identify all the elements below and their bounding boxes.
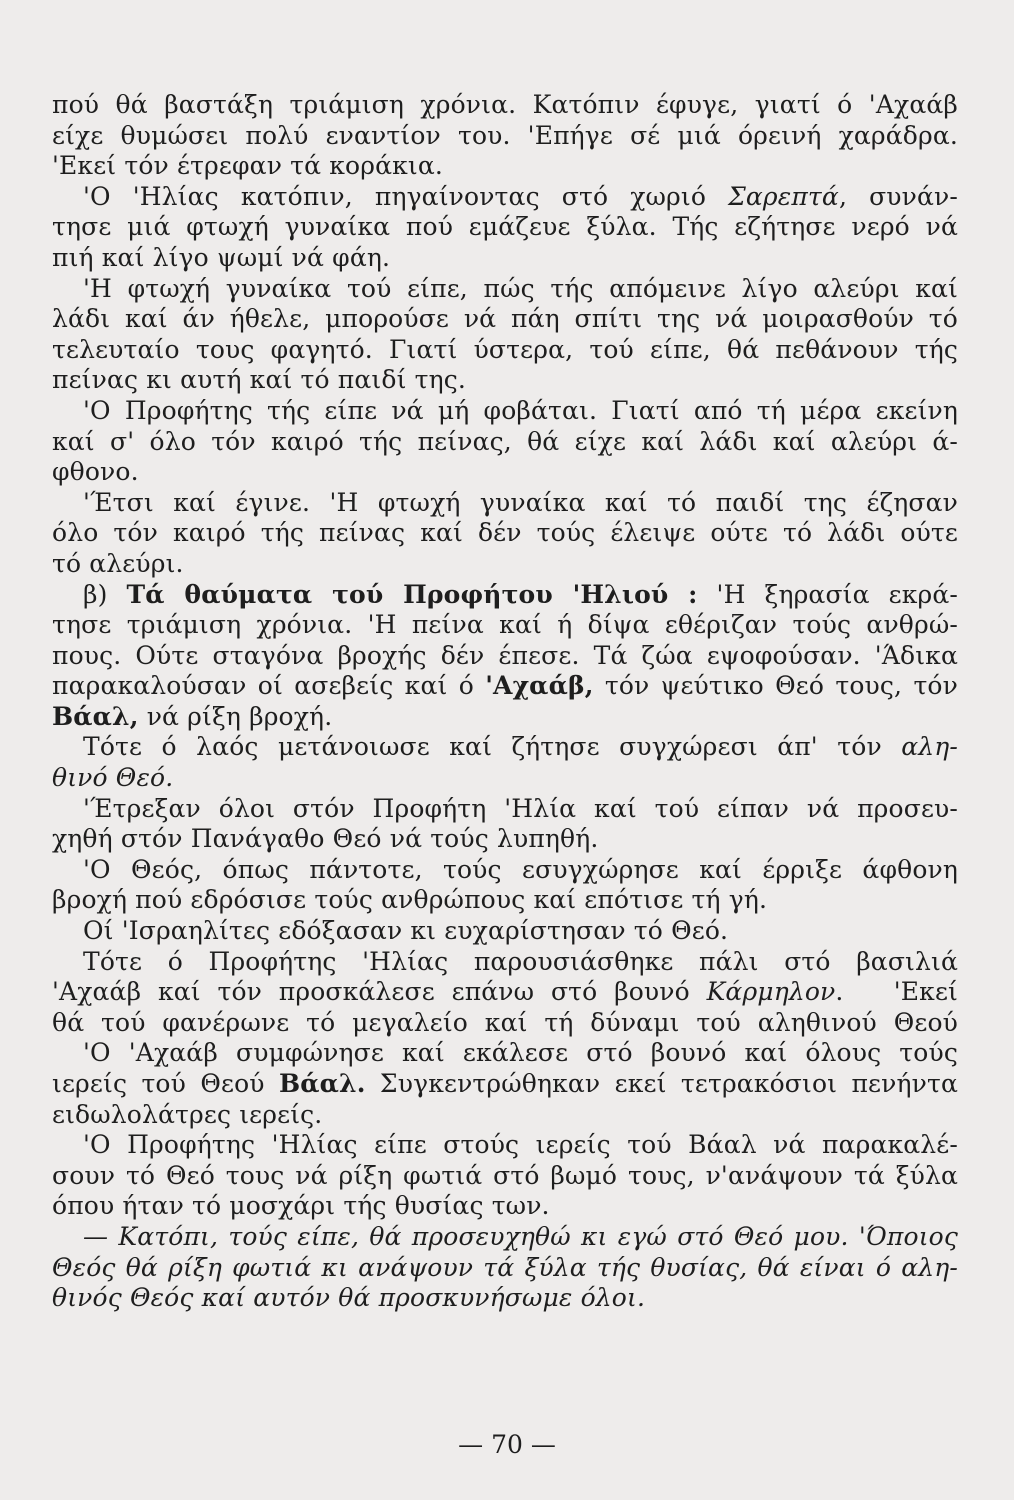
italic-text: — Κατόπι, τούς είπε, θά προσευχηθώ κι εγώ στό Θεό μου. 'Όποιος [83, 1221, 958, 1251]
text-run: νά ρίξη βροχή. [138, 701, 333, 731]
text-run: πού θά βαστάξη τριάμιση χρόνια. Κατόπιν έφυγε, γιατί ό 'Αχαάβ [52, 90, 958, 119]
text-run: καί σ' όλο τόν καιρό τής πείνας, θά είχε καί λάδι καί αλεύρι ά- [52, 426, 958, 456]
text-line [52, 671, 958, 702]
text-line [52, 885, 958, 916]
text-line [52, 274, 958, 305]
text-line [52, 304, 958, 335]
text-run: β) [83, 579, 127, 609]
text-line [52, 916, 958, 947]
text-line [52, 763, 958, 794]
text-line [52, 610, 958, 641]
text-line [52, 1222, 958, 1253]
text-line [52, 182, 958, 213]
text-line [52, 396, 958, 427]
text-line [52, 580, 958, 611]
text-run: 'Ο Προφήτης 'Ηλίας είπε στούς ιερείς τού Βάαλ νά παρακαλέ- [83, 1130, 958, 1160]
bold-text: 'Αχαάβ, [485, 671, 594, 701]
italic-text: αλη- [901, 732, 958, 762]
bold-text: Τά θαύματα τού Προφήτου 'Ηλιού : [126, 579, 698, 609]
italic-text: Κάρμηλον [706, 977, 836, 1007]
text-line [52, 1100, 958, 1131]
text-line [52, 212, 958, 243]
text-run: 'Έτσι καί έγινε. 'Η φτωχή γυναίκα καί τό παιδί της έζησαν [83, 487, 958, 517]
text-line [52, 855, 958, 886]
text-run: όπου ήταν τό μοσχάρι τής θυσίας των. [52, 1191, 550, 1221]
italic-text: θινό Θεό. [52, 763, 174, 793]
text-run: 'Ο 'Αχαάβ συμφώνησε καί εκάλεσε στό βουνό καί όλους τούς [83, 1038, 958, 1068]
text-run: τησε τριάμιση χρόνια. 'Η πείνα καί ή δίψα εθέριζαν τούς ανθρώ- [52, 610, 958, 640]
text-line [52, 1130, 958, 1161]
text-line [52, 977, 958, 1008]
text-line [52, 335, 958, 366]
text-run: 'Εκεί τόν έτρεφαν τά κοράκια. [52, 151, 443, 181]
text-line [52, 549, 958, 580]
italic-text: θινός Θεός καί αυτόν θά προσκυνήσωμε όλοι. [52, 1283, 646, 1313]
text-run: 'Αχαάβ καί τόν προσκάλεσε επάνω στό βουνό [52, 977, 707, 1007]
text-run: 'Ο 'Ηλίας κατόπιν, πηγαίνοντας στό χωριό [83, 181, 729, 211]
text-line [52, 641, 958, 672]
bold-text: Βάαλ. [278, 1069, 366, 1098]
text-run: βροχή πού εδρόσισε τούς ανθρώπους καί επότισε τή γή. [52, 885, 768, 915]
text-line [52, 947, 958, 978]
text-run: 'Έτρεξαν όλοι στόν Προφήτη 'Ηλία καί τού είπαν νά προσευ- [83, 793, 958, 823]
text-line [52, 1069, 958, 1100]
text-run: . 'Εκεί [835, 977, 959, 1007]
text-line [52, 1038, 958, 1069]
text-run: Συγκεντρώθηκαν εκεί τετρακόσιοι πενήντα [365, 1069, 958, 1098]
page-number: — 70 — [458, 1430, 556, 1459]
italic-text: Θεός θά ρίξη φωτιά κι ανάψουν τά ξύλα τής θυσίας, θά είναι ό αλη- [52, 1252, 958, 1282]
text-run: θά τού φανέρωνε τό μεγαλείο καί τή δύναμι τού αληθινού Θεού [52, 1007, 958, 1037]
text-run: Τότε ό Προφήτης 'Ηλίας παρουσιάσθηκε πάλι στό βασιλιά [83, 946, 958, 976]
text-run: τό αλεύρι. [52, 548, 184, 578]
text-line [52, 365, 958, 396]
text-line [52, 1283, 958, 1314]
text-line [52, 121, 958, 152]
text-run: λάδι καί άν ήθελε, μπορούσε νά πάη σπίτι της νά μοιρασθούν τό [52, 304, 958, 334]
text-line [52, 732, 958, 763]
bold-text: Βάαλ, [52, 701, 139, 731]
text-run: 'Ο Θεός, όπως πάντοτε, τούς εσυγχώρησε καί έρριξε άφθονη [83, 854, 958, 884]
text-run: τόν ψεύτικο Θεό τους, τόν [593, 671, 958, 701]
text-run: είχε θυμώσει πολύ εναντίον του. 'Επήγε σέ μιά όρεινή χαράδρα. [52, 120, 958, 150]
text-run: πους. Ούτε σταγόνα βροχής δέν έπεσε. Τά ζώα εψοφούσαν. 'Άδικα [52, 640, 958, 670]
book-page-text [52, 90, 958, 1314]
text-line [52, 1253, 958, 1284]
text-run: Τότε ό λαός μετάνοιωσε καί ζήτησε συγχώρεσι άπ' τόν [83, 732, 902, 762]
text-run: φθονο. [52, 457, 139, 487]
text-run: , συνάν- [838, 181, 958, 211]
italic-text: Σαρεπτά [728, 181, 839, 211]
text-line [52, 702, 958, 733]
text-run: 'Η φτωχή γυναίκα τού είπε, πώς τής απόμεινε λίγο αλεύρι καί [83, 273, 958, 303]
text-line [52, 794, 958, 825]
text-line [52, 1191, 958, 1222]
text-line [52, 518, 958, 549]
text-run: ειδωλολάτρες ιερείς. [52, 1099, 323, 1129]
text-run: τελευταίο τους φαγητό. Γιατί ύστερα, τού είπε, θά πεθάνουν τής [52, 334, 958, 364]
text-run: παρακαλούσαν οί ασεβείς καί ό [52, 671, 486, 701]
text-line [52, 488, 958, 519]
text-run: Οί 'Ισραηλίτες εδόξασαν κι ευχαρίστησαν τό Θεό. [83, 916, 729, 946]
text-run: πιή καί λίγο ψωμί νά φάη. [52, 242, 391, 272]
text-run: 'Η ξηρασία εκρά- [697, 579, 959, 609]
text-run: σουν τό Θεό τους νά ρίξη φωτιά στό βωμό τους, ν'ανάψουν τά ξύλα [52, 1160, 958, 1190]
text-run: 'Ο Προφήτης τής είπε νά μή φοβάται. Γιατί από τή μέρα εκείνη [83, 395, 958, 425]
text-line [52, 243, 958, 274]
text-line [52, 457, 958, 488]
text-run: ιερείς τού Θεού [52, 1069, 279, 1098]
text-run: τησε μιά φτωχή γυναίκα πού εμάζευε ξύλα. Τής εζήτησε νερό νά [52, 212, 958, 242]
text-run: πείνας κι αυτή καί τό παιδί της. [52, 365, 466, 395]
text-line [52, 427, 958, 458]
text-line [52, 90, 958, 121]
text-run: χηθή στόν Πανάγαθο Θεό νά τούς λυπηθή. [52, 824, 599, 854]
text-line [52, 151, 958, 182]
text-run: όλο τόν καιρό τής πείνας καί δέν τούς έλειψε ούτε τό λάδι ούτε [52, 518, 958, 548]
text-line [52, 1008, 958, 1039]
text-line [52, 824, 958, 855]
text-line [52, 1161, 958, 1192]
